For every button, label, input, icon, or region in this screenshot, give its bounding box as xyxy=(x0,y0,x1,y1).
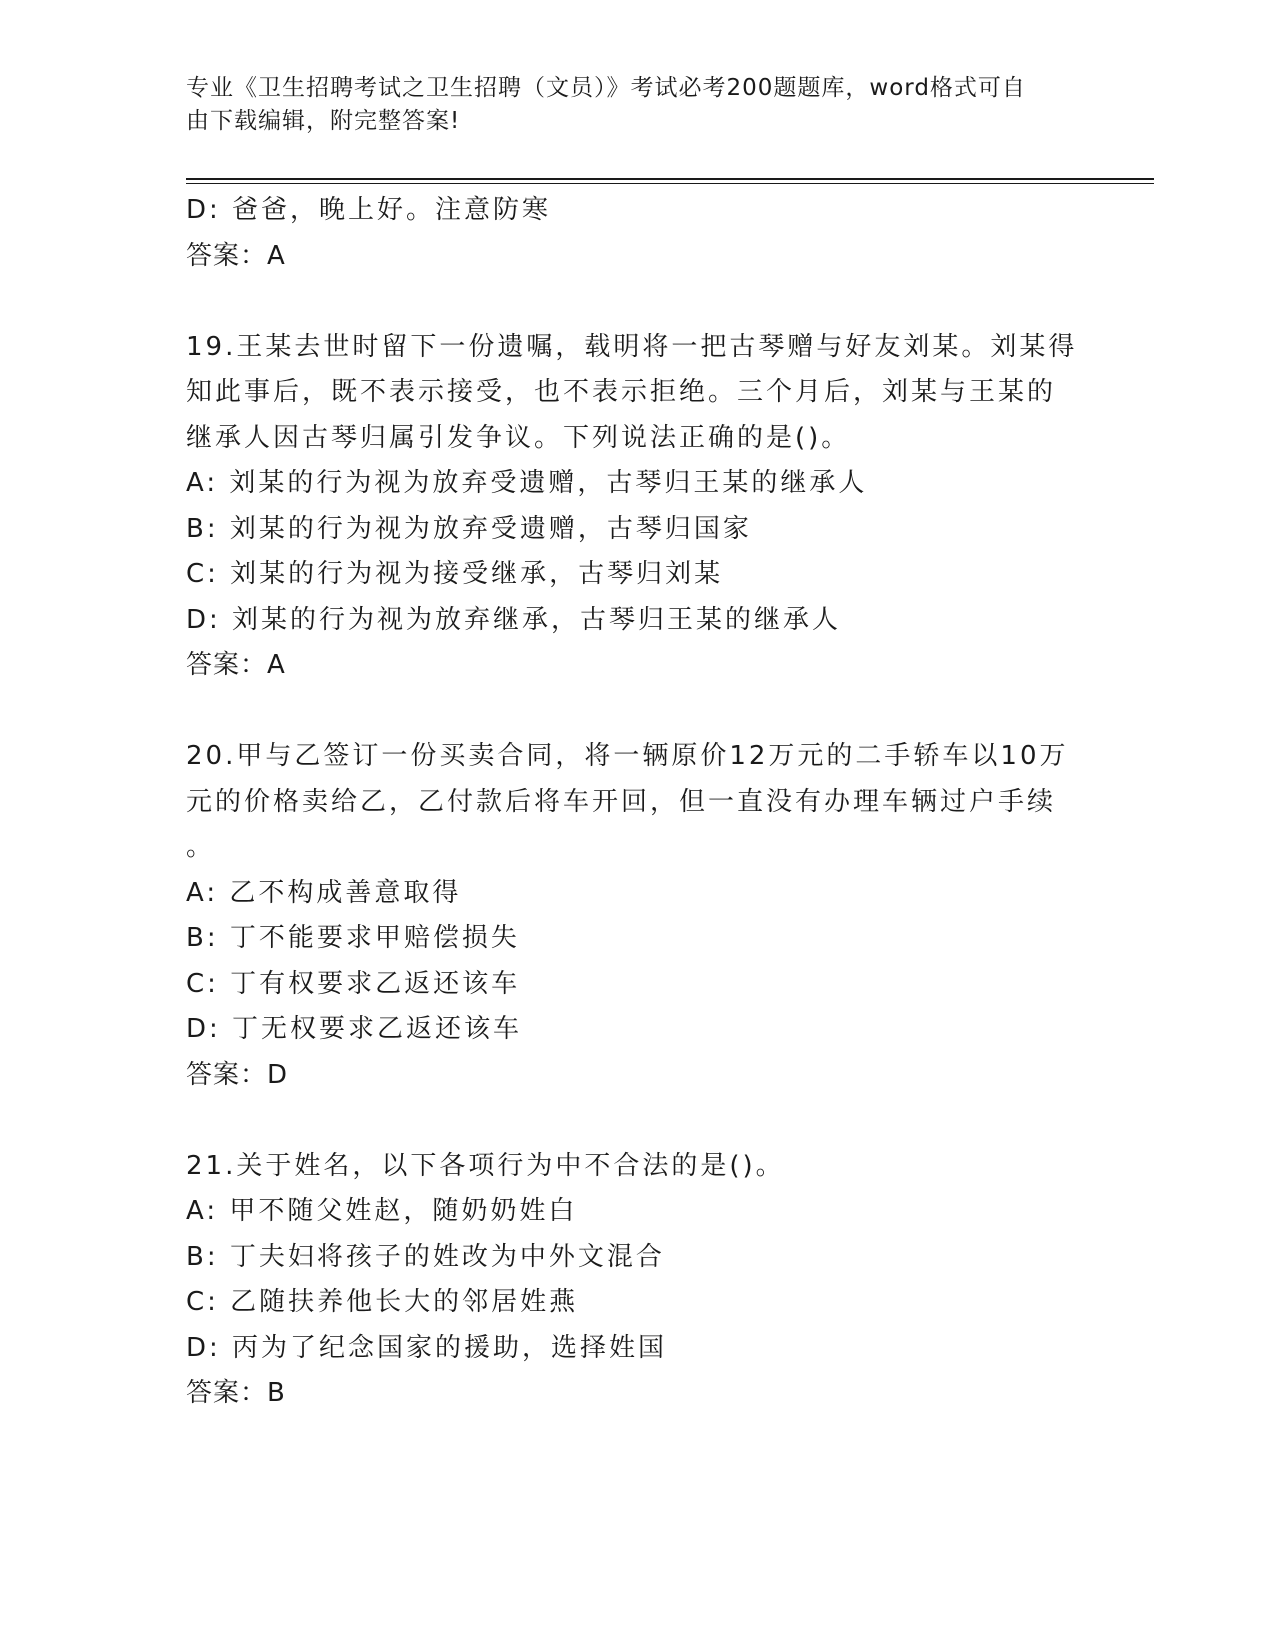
spacer xyxy=(186,1098,1086,1144)
option-a: A: 乙不构成善意取得 xyxy=(186,877,462,908)
option-a: A: 甲不随父姓赵，随奶奶姓白 xyxy=(186,1196,578,1226)
answer-label: 答案：A xyxy=(186,650,286,680)
option-b: B: 丁夫妇将孩子的姓改为中外文混合 xyxy=(186,1241,665,1272)
header-divider-thick xyxy=(186,178,1154,180)
option-a: A: 刘某的行为视为放弃受遗赠，古琴归王某的继承人 xyxy=(186,468,868,498)
question-20 xyxy=(186,734,1086,1098)
header-divider-thin xyxy=(186,183,1154,184)
option-d: D: 爸爸，晚上好。注意防寒 xyxy=(186,195,552,225)
answer-label: 答案：D xyxy=(186,1059,289,1090)
question-18-tail xyxy=(186,188,1086,279)
option-d: D: 刘某的行为视为放弃继承，古琴归王某的继承人 xyxy=(186,604,842,635)
option-c: C: 乙随扶养他长大的邻居姓燕 xyxy=(186,1287,579,1317)
question-stem: 20.甲与乙签订一份买卖合同，将一辆原价12万元的二手轿车以10万 xyxy=(186,741,1069,771)
question-stem: 19.王某去世时留下一份遗嘱，载明将一把古琴赠与好友刘某。刘某得 xyxy=(186,331,1078,362)
question-stem: 21.关于姓名，以下各项行为中不合法的是()。 xyxy=(186,1150,785,1181)
question-21 xyxy=(186,1144,1086,1417)
question-stem: 。 xyxy=(186,832,216,862)
header-line-2: 由下载编辑，附完整答案! xyxy=(186,108,461,134)
question-stem: 继承人因古琴归属引发争议。下列说法正确的是()。 xyxy=(186,422,851,453)
header-line-1: 专业《卫生招聘考试之卫生招聘（文员）》考试必考200题题库，word格式可自 xyxy=(186,75,1026,101)
question-stem: 知此事后，既不表示接受，也不表示拒绝。三个月后，刘某与王某的 xyxy=(186,377,1057,407)
option-b: B: 丁不能要求甲赔偿损失 xyxy=(186,923,520,953)
question-list xyxy=(186,188,1086,1417)
option-d: D: 丁无权要求乙返还该车 xyxy=(186,1014,523,1044)
document-header xyxy=(186,72,1066,138)
answer-label: 答案：B xyxy=(186,1378,286,1408)
option-c: C: 刘某的行为视为接受继承，古琴归刘某 xyxy=(186,559,724,589)
spacer xyxy=(186,279,1086,325)
option-d: D: 丙为了纪念国家的援助，选择姓国 xyxy=(186,1332,668,1363)
option-b: B: 刘某的行为视为放弃受遗赠，古琴归国家 xyxy=(186,513,752,544)
answer-label: 答案：A xyxy=(186,240,286,271)
spacer xyxy=(186,689,1086,735)
question-19 xyxy=(186,325,1086,689)
option-c: C: 丁有权要求乙返还该车 xyxy=(186,968,521,999)
question-stem: 元的价格卖给乙，乙付款后将车开回，但一直没有办理车辆过户手续 xyxy=(186,786,1057,817)
